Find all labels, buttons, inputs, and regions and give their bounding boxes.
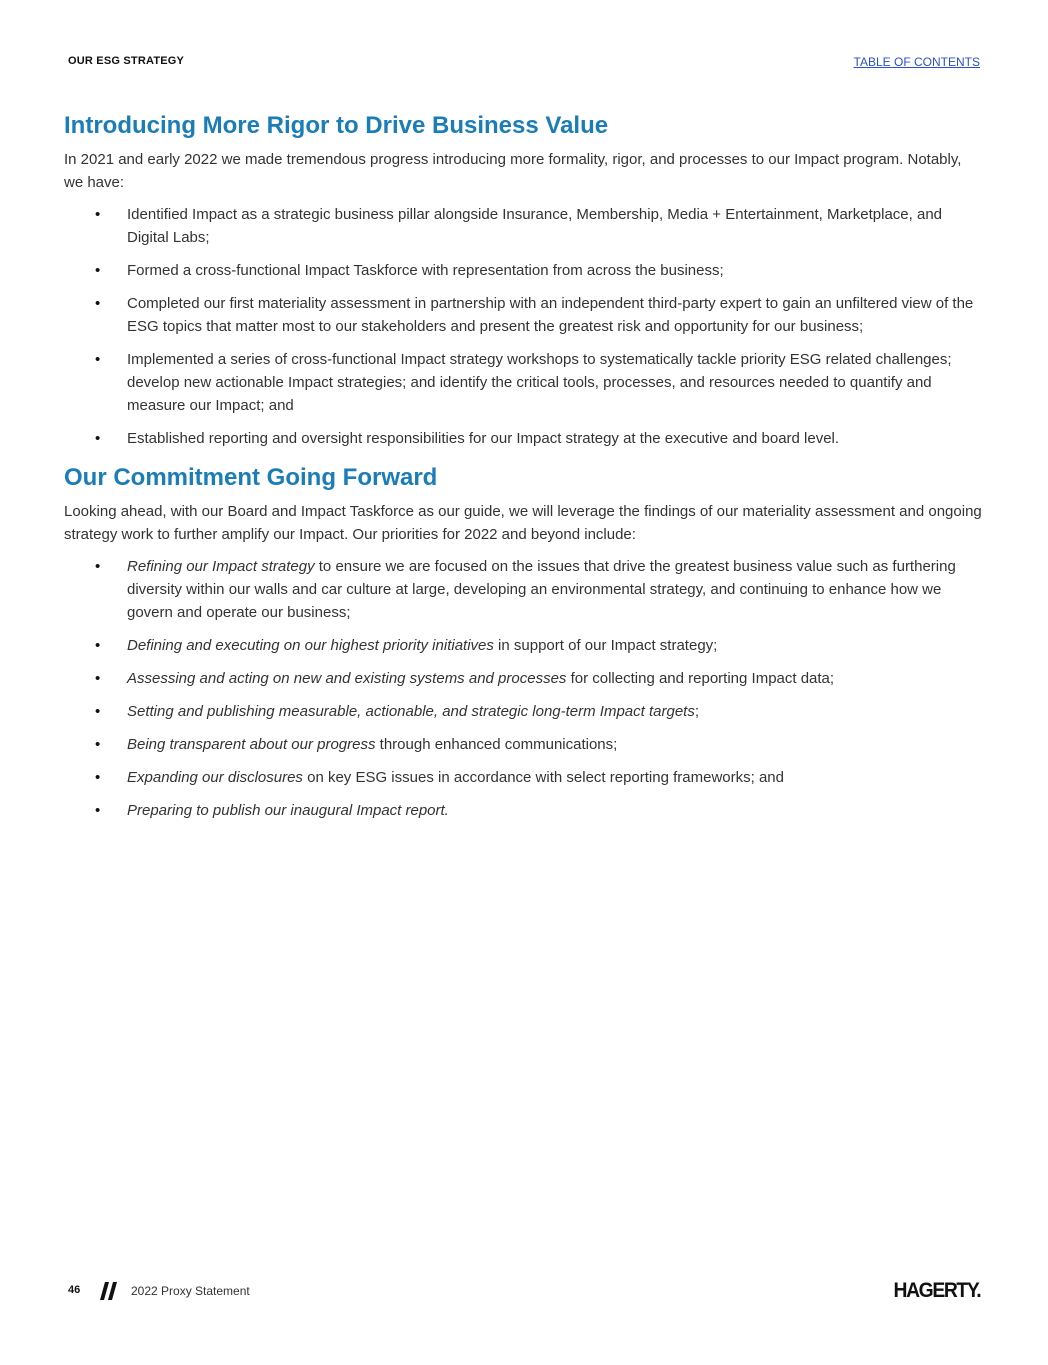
page-number: 46 <box>68 1284 81 1296</box>
document-title: 2022 Proxy Statement <box>131 1284 250 1298</box>
list-item: • Identified Impact as a strategic business pillar alongside Insurance, Membership, Media + Entertainment, Marketplace, and Digital Labs; <box>64 203 984 249</box>
commitment-bullet-list <box>64 555 984 822</box>
bullet-icon: • <box>95 736 101 753</box>
bullet-icon: • <box>95 262 101 279</box>
list-item: • Established reporting and oversight responsibilities for our Impact strategy at the executive and board level. <box>64 427 984 450</box>
bullet-icon: • <box>95 558 101 575</box>
list-item: • Expanding our disclosures on key ESG issues in accordance with select reporting frameworks; and <box>64 766 984 789</box>
list-item: • Refining our Impact strategy to ensure we are focused on the issues that drive the greatest business value such as furthering diversity within our walls and car culture at large, developing an environmental strategy, and continuing to enhance how we govern and operate our business; <box>64 555 984 624</box>
bullet-icon: • <box>95 670 101 687</box>
section-title-commitment: Our Commitment Going Forward <box>64 464 438 491</box>
list-item: • Setting and publishing measurable, actionable, and strategic long-term Impact targets; <box>64 700 984 723</box>
list-item: • Completed our first materiality assessment in partnership with an independent third-party expert to gain an unfiltered view of the ESG topics that matter most to our stakeholders and present the greatest risk and opportunity for our business; <box>64 292 984 338</box>
list-item: • Preparing to publish our inaugural Impact report. <box>64 799 984 822</box>
bullet-icon: • <box>95 802 101 819</box>
list-item: • Being transparent about our progress through enhanced communications; <box>64 733 984 756</box>
bullet-icon: • <box>95 769 101 786</box>
list-item: • Implemented a series of cross-functional Impact strategy workshops to systematically tackle priority ESG related challenges; develop new actionable Impact strategies; and identify the critical tools, processes, and resources needed to quantify and measure our Impact; and <box>64 348 984 417</box>
hagerty-logo: HAGERTY. <box>893 1279 980 1302</box>
list-item: • Formed a cross-functional Impact Taskforce with representation from across the business; <box>64 259 984 282</box>
main-content <box>64 110 984 834</box>
section-label: OUR ESG STRATEGY <box>68 55 185 67</box>
bullet-icon: • <box>95 430 101 447</box>
section-title-rigor: Introducing More Rigor to Drive Business Value <box>64 112 609 139</box>
list-item: • Defining and executing on our highest priority initiatives in support of our Impact strategy; <box>64 634 984 657</box>
list-item: • Assessing and acting on new and existing systems and processes for collecting and reporting Impact data; <box>64 667 984 690</box>
bullet-icon: • <box>95 637 101 654</box>
bullet-icon: • <box>95 206 101 223</box>
section-intro-rigor: In 2021 and early 2022 we made tremendous progress introducing more formality, rigor, and processes to our Impact program. Notably, we have: <box>64 151 962 191</box>
rigor-bullet-list <box>64 203 984 450</box>
section-intro-commitment: Looking ahead, with our Board and Impact Taskforce as our guide, we will leverage the findings of our materiality assessment and ongoing strategy work to further amplify our Impact. Our priorities for 2022 and beyond include: <box>64 503 982 543</box>
double-slash-icon <box>99 1282 119 1300</box>
table-of-contents-link[interactable]: TABLE OF CONTENTS <box>853 55 980 69</box>
bullet-icon: • <box>95 295 101 312</box>
bullet-icon: • <box>95 703 101 720</box>
commitment-section <box>64 462 984 822</box>
bullet-icon: • <box>95 351 101 368</box>
